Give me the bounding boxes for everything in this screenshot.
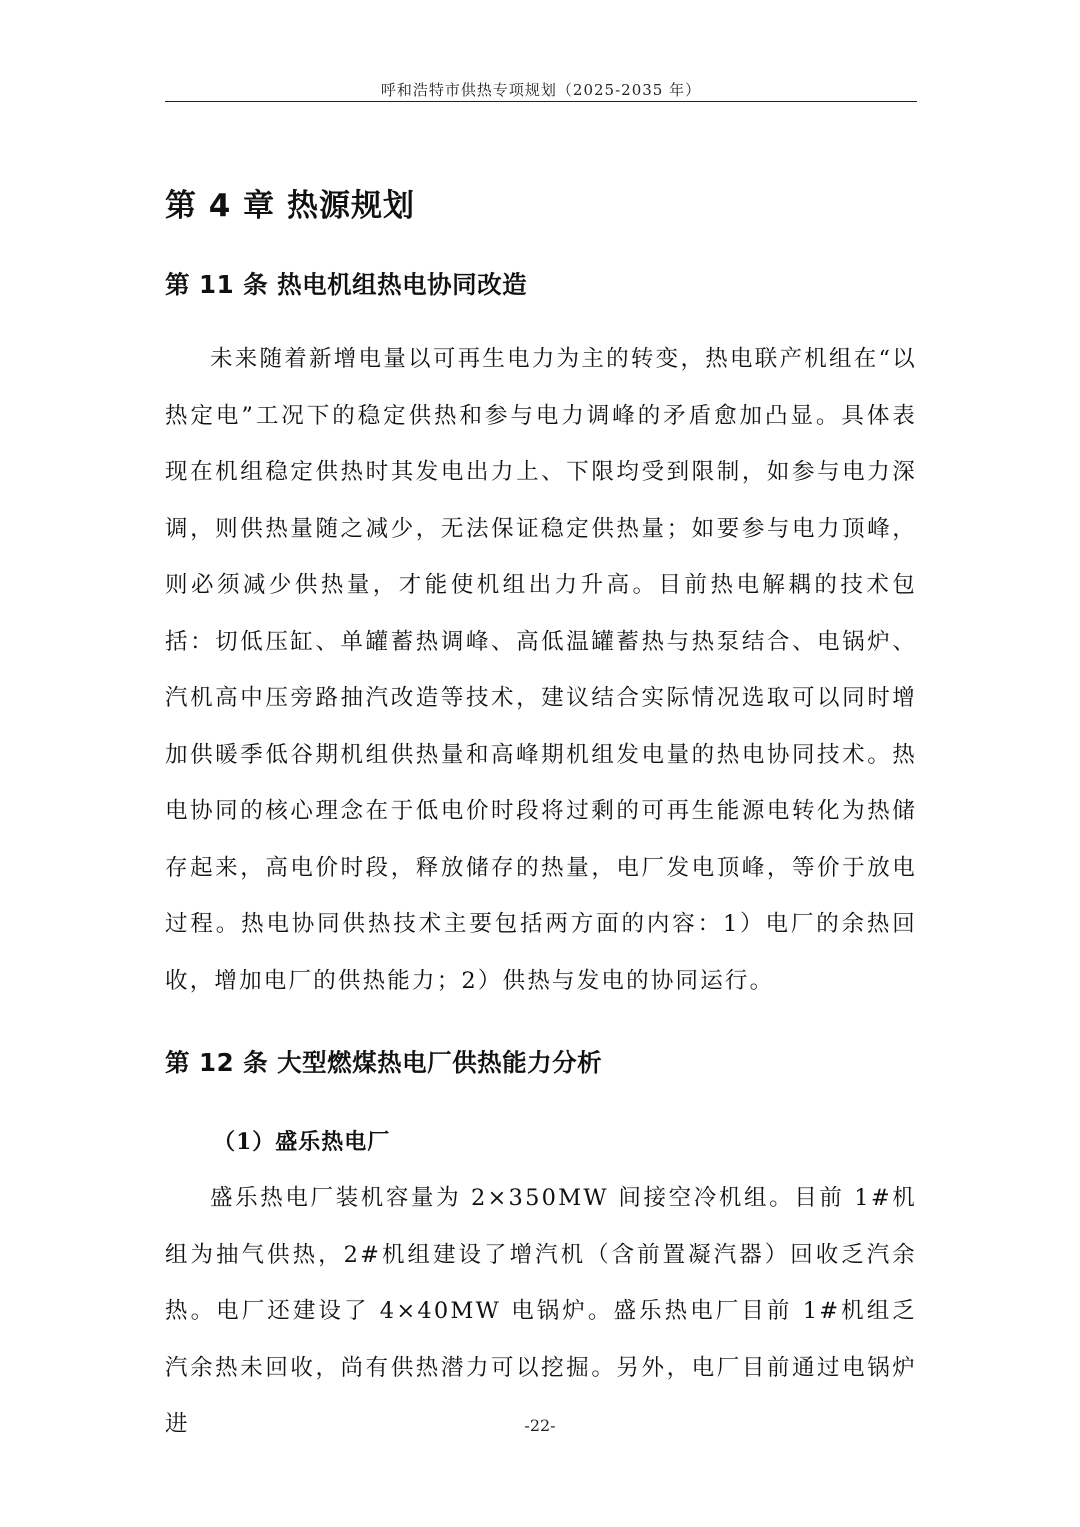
- article-11-title: 第 11 条 热电机组热电协同改造: [165, 270, 528, 299]
- article-12-paragraph: 盛乐热电厂装机容量为 2×350MW 间接空冷机组。目前 1#机组为抽气供热，2#机组建设了增汽机（含前置凝汽器）回收乏汽余热。电厂还建设了 4×40MW 电锅炉。盛乐热电厂目前 1#机组乏汽余热未回收，尚有供热潜力可以挖掘。另外，电厂目前通过电锅炉进: [165, 1185, 918, 1437]
- article-12-subheading: （1）盛乐热电厂: [213, 1129, 391, 1155]
- article-12-title: 第 12 条 大型燃煤热电厂供热能力分析: [165, 1048, 603, 1077]
- chapter-title: 第 4 章 热源规划: [165, 188, 415, 224]
- article-11-paragraph: 未来随着新增电量以可再生电力为主的转变，热电联产机组在“以热定电”工况下的稳定供热和参与电力调峰的矛盾愈加凸显。具体表现在机组稳定供热时其发电出力上、下限均受到限制，如参与电力深调，则供热量随之减少，无法保证稳定供热量；如要参与电力顶峰，则必须减少供热量，才能使机组出力升高。目前热电解耦的技术包括：切低压缸、单罐蓄热调峰、高低温罐蓄热与热泵结合、电锅炉、汽机高中压旁路抽汽改造等技术，建议结合实际情况选取可以同时增加供暖季低谷期机组供热量和高峰期机组发电量的热电协同技术。热电协同的核心理念在于低电价时段将过剩的可再生能源电转化为热储存起来，高电价时段，释放储存的热量，电厂发电顶峰，等价于放电过程。热电协同供热技术主要包括两方面的内容：1）电厂的余热回收，增加电厂的供热能力；2）供热与发电的协同运行。: [165, 346, 917, 994]
- running-header: 呼和浩特市供热专项规划（2025-2035 年）: [380, 81, 702, 99]
- page-number: -22-: [524, 1416, 556, 1435]
- header-divider: [165, 101, 917, 102]
